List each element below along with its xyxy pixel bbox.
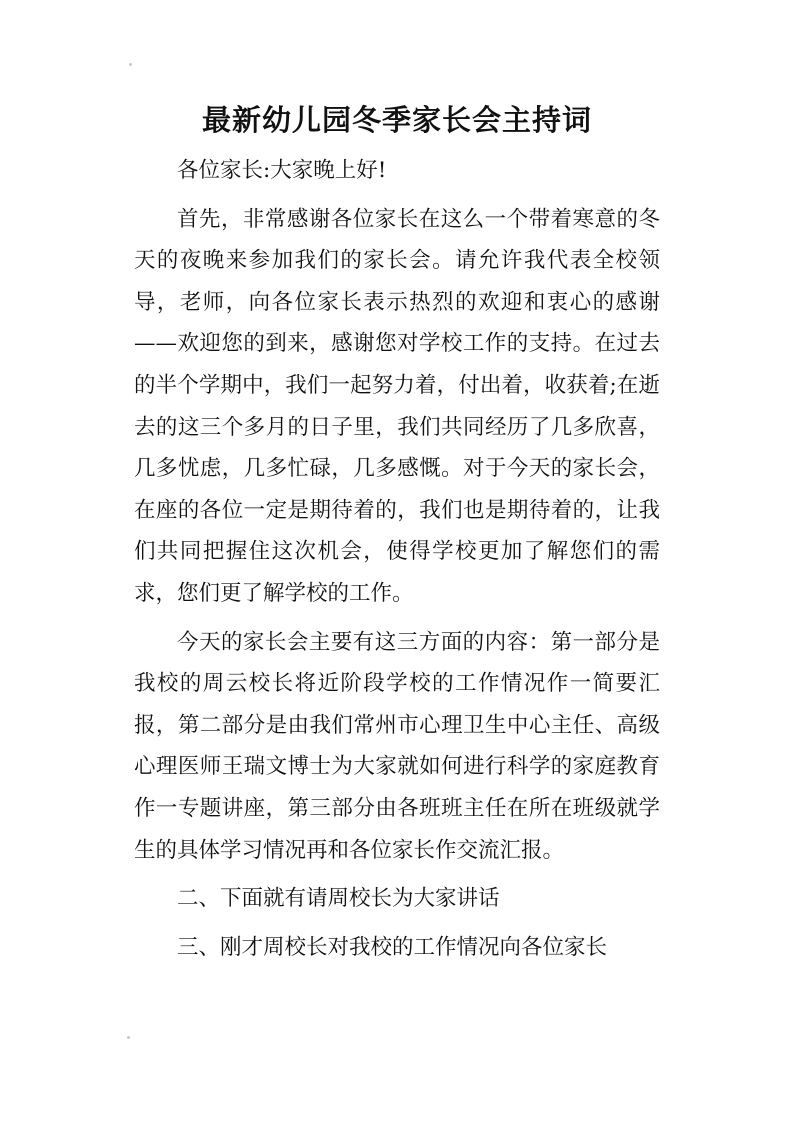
agenda-paragraph: 今天的家长会主要有这三方面的内容：第一部分是我校的周云校长将近阶段学校的工作情况作一简要汇报，第二部分是由我们常州市心理卫生中心主任、高级心理医师王瑞文博士为大家就如何进行科学的家庭教育作一专题讲座，第三部分由各班班主任在所在班级就学生的具体学习情况再和各位家长作交流汇报。 [134,629,660,863]
document-title: 最新幼儿园冬季家长会主持词 [201,103,592,137]
scan-dot-mark [129,63,132,66]
greeting-paragraph: 各位家长:大家晚上好! [177,158,387,183]
scan-dot-mark [127,1036,130,1039]
intro-paragraph: 首先，非常感谢各位家长在这么一个带着寒意的冬天的夜晚来参加我们的家长会。请允许我代表全校领导，老师，向各位家长表示热烈的欢迎和衷心的感谢——欢迎您的到来，感谢您对学校工作的支持。在过去的半个学期中，我们一起努力着，付出着，收获着;在逝去的这三个多月的日子里，我们共同经历了几多欣喜，几多忧虑，几多忙碌，几多感慨。对于今天的家长会，在座的各位一定是期待着的，我们也是期待着的，让我们共同把握住这次机会，使得学校更加了解您们的需求，您们更了解学校的工作。 [134,206,660,606]
section-three-paragraph: 三、刚才周校长对我校的工作情况向各位家长 [177,934,608,960]
document-body [134,150,660,975]
section-two-paragraph: 二、下面就有请周校长为大家讲话 [177,886,500,912]
